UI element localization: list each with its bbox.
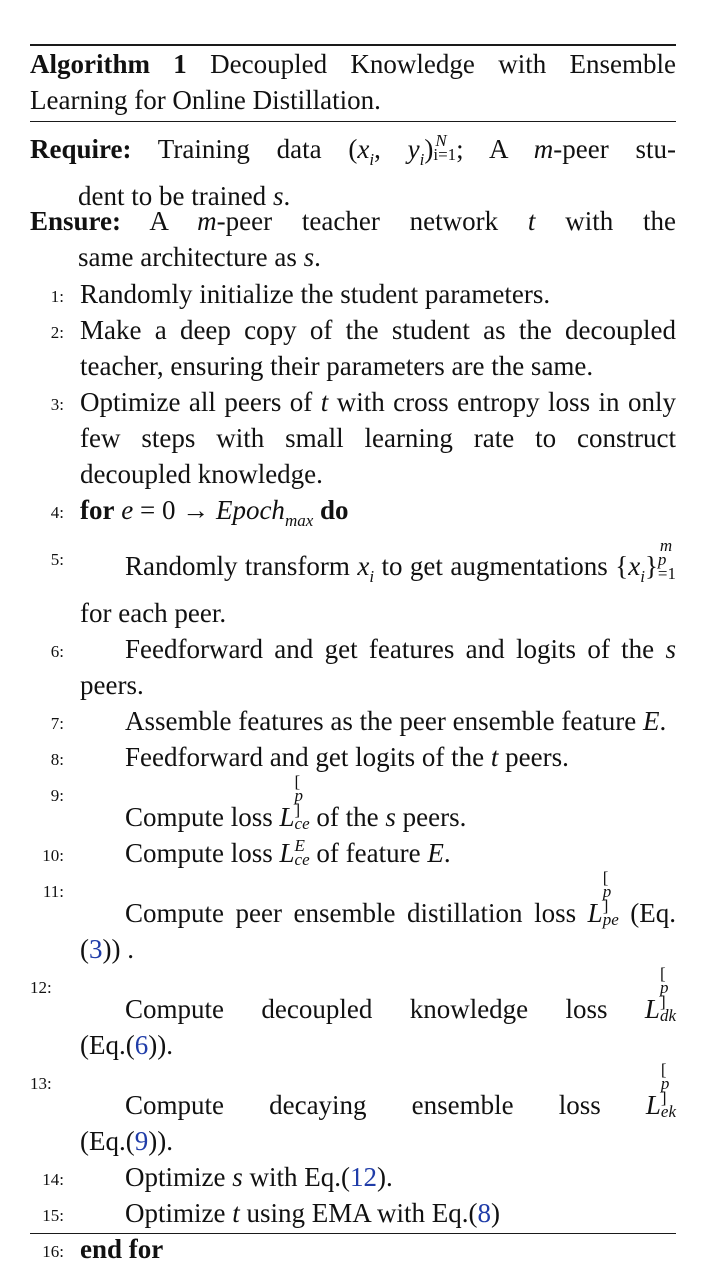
- step-line: 7: Assemble features as the peer ensemble feature E.: [30, 703, 676, 739]
- step-line: 12: Compute decoupled knowledge loss L [ p ] dk (Eq.(6)).: [30, 964, 676, 1060]
- algorithm-label: Algorithm 1: [30, 49, 187, 79]
- step-line: 4: for e = 0 → Epoch$_{max}$ do: [30, 492, 676, 539]
- step-line: 13: Compute decaying ensemble loss L [ p ] ek (Eq.(9)).: [30, 1060, 676, 1156]
- line-number: 15:: [42, 1206, 64, 1225]
- step-line: 6: Feedforward and get features and logits of the s peers.: [30, 631, 676, 703]
- line-number: 11:: [42, 882, 64, 901]
- step-line: 15: Optimize t using EMA with Eq.(8): [30, 1195, 676, 1231]
- line-number: 8:: [50, 750, 64, 769]
- require-block: Require: Training data ($x_i$, $y_i$) N i=1 ; A m-peer stu- dent to be trained s.: [30, 131, 677, 211]
- line-number: 3:: [50, 395, 64, 414]
- line-number: 1:: [50, 287, 64, 306]
- step-line: 1: Randomly initialize the student parameters.: [30, 276, 676, 312]
- algorithm-steps: [30, 276, 676, 1267]
- step-line: 5: Randomly transform $x_i$ to get augmentations $\{x_i\}$ m p =1 for each peer.: [30, 539, 676, 631]
- step-line: 16: end for: [30, 1231, 676, 1267]
- line-number: 16:: [42, 1242, 64, 1261]
- title-rule: [30, 121, 676, 122]
- line-number: 13:: [30, 1074, 52, 1093]
- line-number: 7:: [50, 714, 64, 733]
- require-key: Require:: [30, 134, 132, 164]
- algorithm-title: Algorithm 1 Decoupled Knowledge with Ensemble Learning for Online Distillation.: [30, 49, 677, 115]
- ensure-key: Ensure:: [30, 206, 122, 236]
- step-line: 8: Feedforward and get logits of the t peers.: [30, 739, 676, 775]
- line-number: 2:: [50, 323, 64, 342]
- step-line: 2: Make a deep copy of the student as the decoupled teacher, ensuring their parameters are the same.: [30, 312, 676, 384]
- step-line: 9: Compute loss L [ p ] ce of the s peers.: [30, 775, 676, 835]
- line-number: 6:: [50, 642, 64, 661]
- step-line: 3: Optimize all peers of t with cross entropy loss in only few steps with small learning rate to construct decoupled knowledge.: [30, 384, 676, 492]
- line-number: 5:: [50, 550, 64, 569]
- line-number: 9:: [50, 786, 64, 805]
- line-number: 12:: [30, 978, 52, 997]
- bottom-rule: [30, 1233, 676, 1234]
- step-line: 14: Optimize s with Eq.(12).: [30, 1159, 676, 1195]
- line-number: 4:: [50, 503, 64, 522]
- step-line: 11: Compute peer ensemble distillation loss L [ p ] pe (Eq.(3)) .: [30, 871, 676, 967]
- line-number: 10:: [42, 846, 64, 865]
- step-line: 10: Compute loss L E ce of feature E.: [30, 835, 676, 871]
- ensure-block: Ensure: A m-peer teacher network t with the same architecture as s.: [30, 206, 676, 272]
- line-number: 14:: [42, 1170, 64, 1189]
